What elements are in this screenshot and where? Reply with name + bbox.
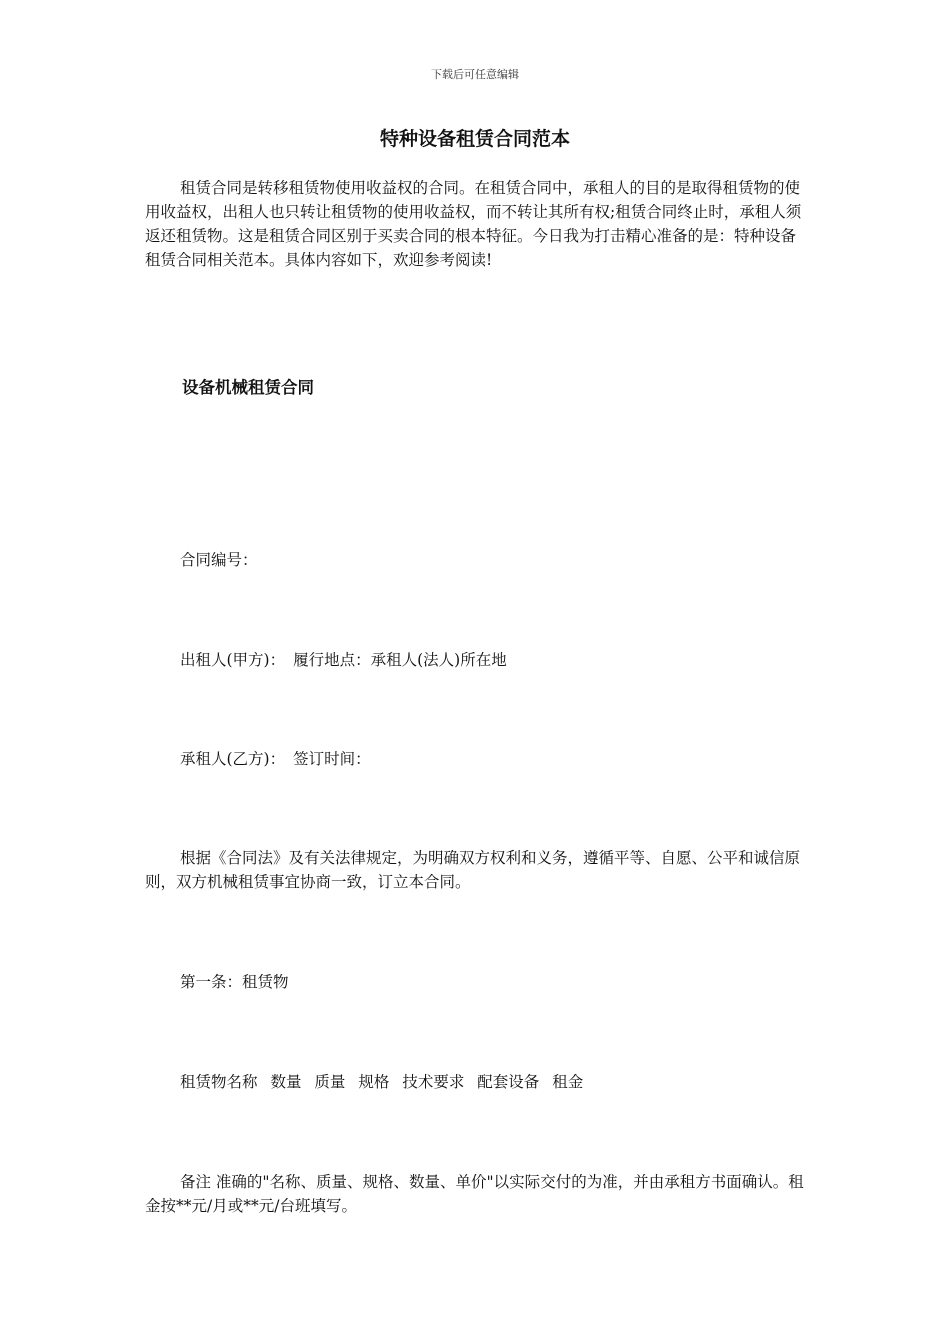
lessee-line <box>180 747 371 771</box>
header-quality: 质量 <box>314 1073 346 1091</box>
signing-time-label: 签订时间： <box>293 750 371 768</box>
document-title: 特种设备租赁合同范本 <box>379 128 570 150</box>
contract-number-label: 合同编号： <box>180 551 258 569</box>
header-item-name: 租赁物名称 <box>180 1073 258 1091</box>
lessor-label: 出租人(甲方)： <box>180 651 286 669</box>
lessee-label: 承租人(乙方)： <box>180 750 286 768</box>
article-one-heading: 第一条：租赁物 <box>180 973 289 991</box>
header-rent: 租金 <box>552 1073 584 1091</box>
basis-paragraph: 根据《合同法》及有关法律规定，为明确双方权利和义务，遵循平等、自愿、公平和诚信原则，双方机械租赁事宜协商一致，订立本合同。 <box>145 849 801 891</box>
intro-paragraph: 租赁合同是转移租赁物使用收益权的合同。在租赁合同中，承租人的目的是取得租赁物的使用收益权，出租人也只转让租赁物的使用收益权，而不转让其所有权;租赁合同终止时，承租人须返还租赁物。这是租赁合同区别于买卖合同的根本特征。今日我为打击精心准备的是：特种设备租赁合同相关范本。具体内容如下，欢迎参考阅读! <box>145 179 802 269</box>
rental-table-headers <box>180 1070 583 1094</box>
header-equipment: 配套设备 <box>477 1073 540 1091</box>
header-tech-req: 技术要求 <box>402 1073 465 1091</box>
header-spec: 规格 <box>358 1073 390 1091</box>
remark-paragraph: 备注 准确的"名称、质量、规格、数量、单价"以实际交付的为准，并由承租方书面确认。租金按**元/月或**元/台班填写。 <box>145 1173 804 1215</box>
section-title: 设备机械租赁合同 <box>182 378 314 397</box>
location-label: 履行地点：承租人(法人)所在地 <box>293 651 507 669</box>
lessor-line <box>180 648 507 672</box>
header-quantity: 数量 <box>270 1073 302 1091</box>
page-header-note: 下载后可任意编辑 <box>431 68 519 81</box>
